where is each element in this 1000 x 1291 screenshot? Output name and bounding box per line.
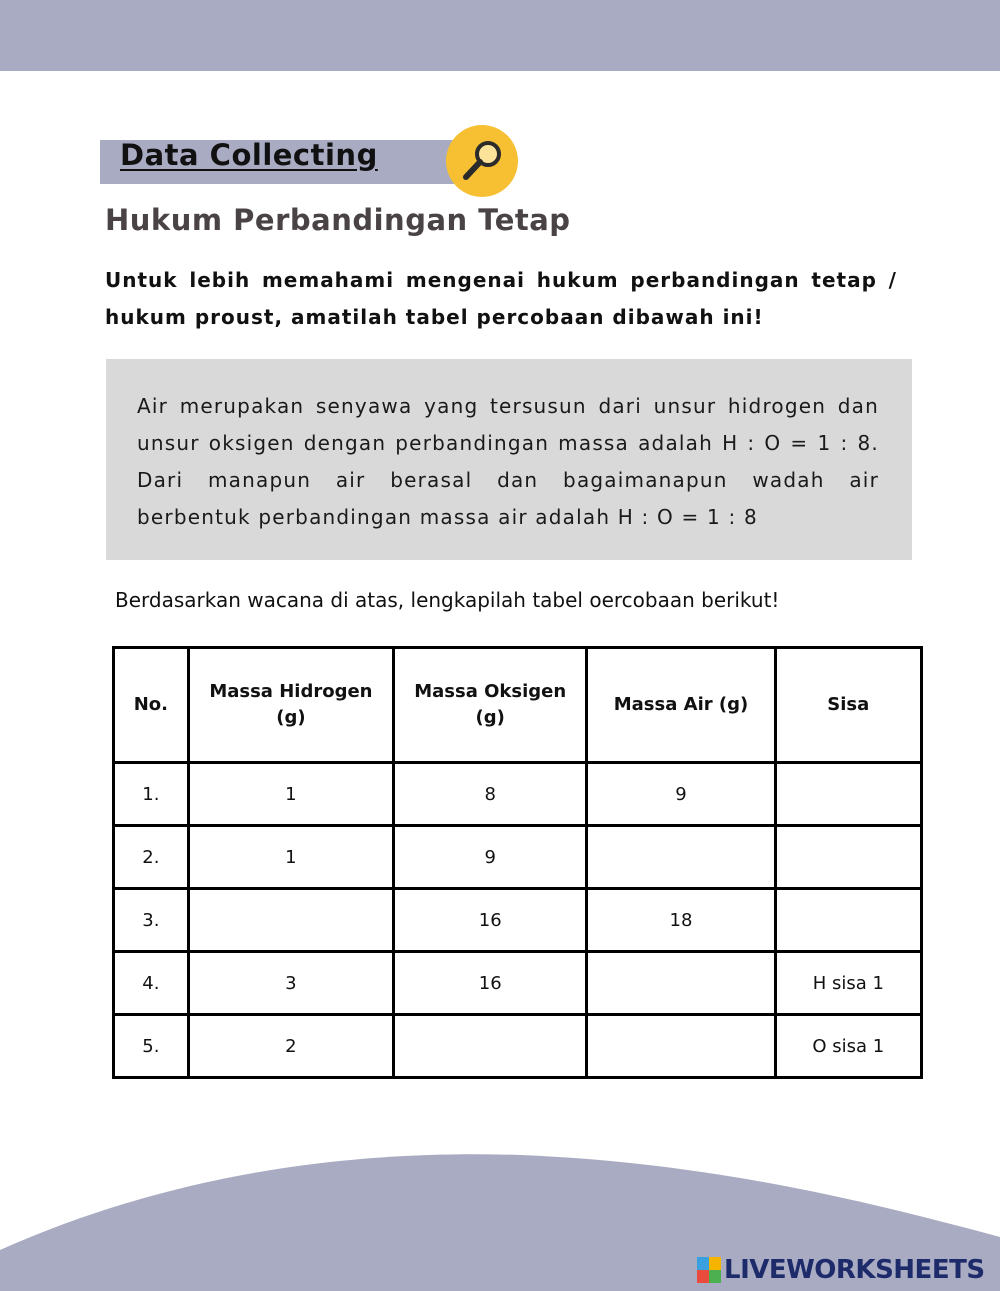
cell-massa-air-input[interactable] [587, 826, 775, 889]
page-subtitle: Hukum Perbandingan Tetap [105, 203, 571, 237]
liveworksheets-logo-icon [697, 1257, 721, 1283]
instruction-text: Berdasarkan wacana di atas, lengkapilah tabel oercobaan berikut! [115, 588, 780, 612]
cell-massa-oksigen: 16 [394, 952, 587, 1015]
liveworksheets-logo [697, 1255, 985, 1285]
top-decor-band [0, 0, 1000, 71]
cell-sisa: H sisa 1 [775, 952, 921, 1015]
header-massa-hidrogen-unit: (g) [276, 707, 306, 728]
cell-massa-oksigen: 16 [394, 889, 587, 952]
header-massa-hidrogen [188, 648, 393, 763]
cell-no: 1. [114, 763, 189, 826]
table-row [114, 1015, 922, 1078]
header-sisa: Sisa [775, 648, 921, 763]
cell-massa-hidrogen-input[interactable] [188, 889, 393, 952]
table-row [114, 763, 922, 826]
cell-massa-air: 9 [587, 763, 775, 826]
cell-massa-hidrogen: 1 [188, 763, 393, 826]
cell-no: 4. [114, 952, 189, 1015]
table-row [114, 889, 922, 952]
info-box-text: Air merupakan senyawa yang tersusun dari unsur hidrogen dan unsur oksigen dengan perbandingan massa adalah H : O = 1 : 8. Dari manapun air berasal dan bagaimanapun wadah air berbentuk perbandingan massa air adalah H : O = 1 : 8 [137, 394, 879, 529]
table-row [114, 826, 922, 889]
header-massa-oksigen [394, 648, 587, 763]
header-massa-air: Massa Air (g) [587, 648, 775, 763]
table-row [114, 952, 922, 1015]
table-header-row [114, 648, 922, 763]
cell-sisa-input[interactable] [775, 763, 921, 826]
cell-massa-oksigen: 8 [394, 763, 587, 826]
intro-text: Untuk lebih memahami mengenai hukum perbandingan tetap / hukum proust, amatilah tabel percobaan dibawah ini! [105, 268, 897, 329]
section-title: Data Collecting [120, 138, 378, 172]
cell-no: 2. [114, 826, 189, 889]
experiment-table [112, 646, 923, 1079]
cell-massa-air: 18 [587, 889, 775, 952]
liveworksheets-logo-text: LIVEWORKSHEETS [724, 1255, 985, 1285]
cell-massa-hidrogen: 3 [188, 952, 393, 1015]
header-massa-oksigen-label: Massa Oksigen [414, 681, 567, 702]
cell-massa-oksigen: 9 [394, 826, 587, 889]
cell-massa-air-input[interactable] [587, 952, 775, 1015]
cell-no: 5. [114, 1015, 189, 1078]
cell-massa-air-input[interactable] [587, 1015, 775, 1078]
header-massa-hidrogen-label: Massa Hidrogen [209, 681, 373, 702]
cell-massa-hidrogen: 2 [188, 1015, 393, 1078]
cell-massa-oksigen-input[interactable] [394, 1015, 587, 1078]
magnifier-icon [446, 125, 518, 197]
header-no: No. [114, 648, 189, 763]
cell-sisa-input[interactable] [775, 889, 921, 952]
header-massa-oksigen-unit: (g) [475, 707, 505, 728]
cell-sisa: O sisa 1 [775, 1015, 921, 1078]
cell-sisa-input[interactable] [775, 826, 921, 889]
cell-massa-hidrogen: 1 [188, 826, 393, 889]
cell-no: 3. [114, 889, 189, 952]
